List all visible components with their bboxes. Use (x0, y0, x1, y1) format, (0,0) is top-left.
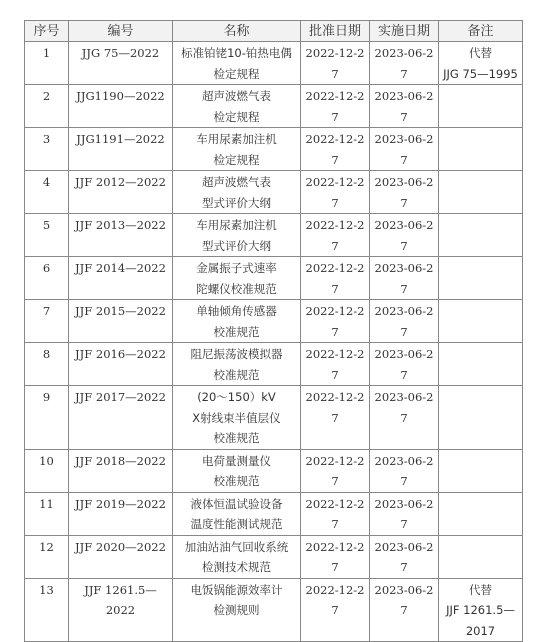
name-cell-line: 电饭锅能源效率计 (190, 582, 283, 597)
table-row (25, 492, 523, 535)
note-cell-line: 2017 (465, 623, 496, 638)
effective-date-cell: 2023-06-27 (370, 42, 439, 85)
note-cell (439, 171, 523, 214)
table-header-row (25, 21, 523, 42)
effective-date-cell: 2023-06-27 (370, 449, 439, 492)
note-cell (439, 449, 523, 492)
serial-cell: 8 (25, 343, 69, 386)
table-row (25, 257, 523, 300)
name-cell-line: 型式评价大纲 (202, 195, 271, 210)
approved-date-cell: 2022-12-27 (301, 492, 370, 535)
table-row (25, 449, 523, 492)
header-approved-date: 批准日期 (301, 21, 370, 42)
name-cell-line: (20～150）kV (197, 390, 276, 404)
name-cell-line: 检测技术规范 (202, 560, 271, 574)
approved-date-cell: 2022-12-27 (301, 386, 370, 450)
name-cell (173, 214, 301, 257)
name-cell-line: 检定规程 (213, 109, 260, 124)
name-cell-line: 标准铂铑10-铂热电偶 (181, 46, 292, 60)
name-cell-line: 陀螺仪校准规范 (196, 281, 277, 296)
name-cell-line: 型式评价大纲 (202, 238, 271, 253)
serial-cell: 4 (25, 171, 69, 214)
header-name: 名称 (173, 21, 301, 42)
approved-date-cell: 2022-12-27 (301, 257, 370, 300)
serial-cell: 1 (25, 42, 69, 85)
serial-cell: 6 (25, 257, 69, 300)
name-cell-line: X射线束半值层仪 (192, 410, 281, 425)
effective-date-cell: 2023-06-27 (370, 128, 439, 171)
effective-date-cell: 2023-06-27 (370, 343, 439, 386)
name-cell (173, 535, 301, 578)
code-cell: JJF 2012—2022 (69, 171, 173, 214)
note-cell (439, 257, 523, 300)
note-cell (439, 535, 523, 578)
note-cell (439, 343, 523, 386)
name-cell-line: 校准规范 (213, 324, 260, 339)
code-cell: JJG1191—2022 (69, 128, 173, 171)
table-row (25, 85, 523, 128)
name-cell-line: 车用尿素加注机 (196, 132, 277, 146)
serial-cell: 5 (25, 214, 69, 257)
effective-date-cell: 2023-06-27 (370, 257, 439, 300)
approved-date-cell: 2022-12-27 (301, 42, 370, 85)
effective-date-cell: 2023-06-27 (370, 535, 439, 578)
note-cell (439, 214, 523, 257)
note-cell (439, 492, 523, 535)
name-cell-line: 电荷量测量仪 (202, 453, 271, 468)
table-row (25, 386, 523, 450)
table-row (25, 578, 523, 642)
approved-date-cell: 2022-12-27 (301, 300, 370, 343)
name-cell-line: 温度性能测试规范 (190, 517, 283, 531)
name-cell-line: 液体恒温试验设备 (190, 496, 283, 511)
code-cell: JJF 2016—2022 (69, 343, 173, 386)
name-cell (173, 300, 301, 343)
name-cell (173, 449, 301, 492)
effective-date-cell: 2023-06-27 (370, 85, 439, 128)
code-cell: JJF 2017—2022 (69, 386, 173, 450)
name-cell (173, 343, 301, 386)
effective-date-cell: 2023-06-27 (370, 386, 439, 450)
name-cell-line: 超声波燃气表 (202, 89, 271, 103)
name-cell-line: 检测规则 (213, 603, 260, 617)
name-cell (173, 85, 301, 128)
serial-cell: 7 (25, 300, 69, 343)
table-row (25, 128, 523, 171)
code-cell: JJF 2019—2022 (69, 492, 173, 535)
name-cell-line: 加油站油气回收系统 (184, 539, 289, 554)
name-cell (173, 386, 301, 450)
serial-cell: 11 (25, 492, 69, 535)
serial-cell: 2 (25, 85, 69, 128)
code-cell: JJG 75—2022 (69, 42, 173, 85)
name-cell-line: 校准规范 (213, 474, 260, 488)
note-cell (439, 85, 523, 128)
approved-date-cell: 2022-12-27 (301, 535, 370, 578)
table-row (25, 300, 523, 343)
name-cell (173, 257, 301, 300)
table-body (25, 42, 523, 642)
name-cell-line: 检定规程 (213, 152, 260, 167)
approved-date-cell: 2022-12-27 (301, 343, 370, 386)
approved-date-cell: 2022-12-27 (301, 128, 370, 171)
serial-cell: 10 (25, 449, 69, 492)
serial-cell: 3 (25, 128, 69, 171)
note-cell (439, 42, 523, 85)
approved-date-cell: 2022-12-27 (301, 578, 370, 642)
code-cell: JJF 2020—2022 (69, 535, 173, 578)
code-cell-line: 2022 (105, 603, 136, 617)
note-cell (439, 300, 523, 343)
header-note: 备注 (439, 21, 523, 42)
header-serial: 序号 (25, 21, 69, 42)
serial-cell: 13 (25, 578, 69, 642)
note-cell (439, 578, 523, 642)
note-cell-line: 代替 (469, 46, 492, 60)
name-cell-line: 金属振子式速率 (196, 261, 277, 275)
approved-date-cell: 2022-12-27 (301, 449, 370, 492)
code-cell: JJF 2013—2022 (69, 214, 173, 257)
effective-date-cell: 2023-06-27 (370, 300, 439, 343)
header-effective-date: 实施日期 (370, 21, 439, 42)
note-cell (439, 128, 523, 171)
name-cell (173, 128, 301, 171)
name-cell-line: 车用尿素加注机 (196, 218, 277, 232)
code-cell: JJG1190—2022 (69, 85, 173, 128)
name-cell-line: 单轴倾角传感器 (196, 304, 277, 318)
approved-date-cell: 2022-12-27 (301, 171, 370, 214)
standards-table (24, 20, 523, 642)
name-cell (173, 492, 301, 535)
name-cell (173, 42, 301, 85)
approved-date-cell: 2022-12-27 (301, 214, 370, 257)
table-row (25, 171, 523, 214)
name-cell-line: 检定规程 (213, 66, 260, 81)
table-row (25, 535, 523, 578)
header-code: 编号 (69, 21, 173, 42)
table-row (25, 42, 523, 85)
code-cell (69, 578, 173, 642)
note-cell (439, 386, 523, 450)
effective-date-cell: 2023-06-27 (370, 171, 439, 214)
name-cell-line: 校准规范 (213, 431, 260, 445)
name-cell-line: 超声波燃气表 (202, 175, 271, 189)
serial-cell: 12 (25, 535, 69, 578)
note-cell-line: JJF 1261.5— (446, 603, 515, 617)
name-cell (173, 171, 301, 214)
name-cell-line: 阻尼振荡波模拟器 (190, 347, 283, 361)
code-cell-line: JJF 1261.5— (84, 582, 157, 597)
approved-date-cell: 2022-12-27 (301, 85, 370, 128)
effective-date-cell: 2023-06-27 (370, 578, 439, 642)
serial-cell: 9 (25, 386, 69, 450)
code-cell: JJF 2018—2022 (69, 449, 173, 492)
effective-date-cell: 2023-06-27 (370, 492, 439, 535)
name-cell (173, 578, 301, 642)
note-cell-line: 代替 (469, 582, 492, 597)
code-cell: JJF 2014—2022 (69, 257, 173, 300)
effective-date-cell: 2023-06-27 (370, 214, 439, 257)
table-row (25, 214, 523, 257)
table-row (25, 343, 523, 386)
note-cell-line: JJG 75—1995 (443, 66, 518, 81)
name-cell-line: 校准规范 (213, 367, 260, 382)
code-cell: JJF 2015—2022 (69, 300, 173, 343)
